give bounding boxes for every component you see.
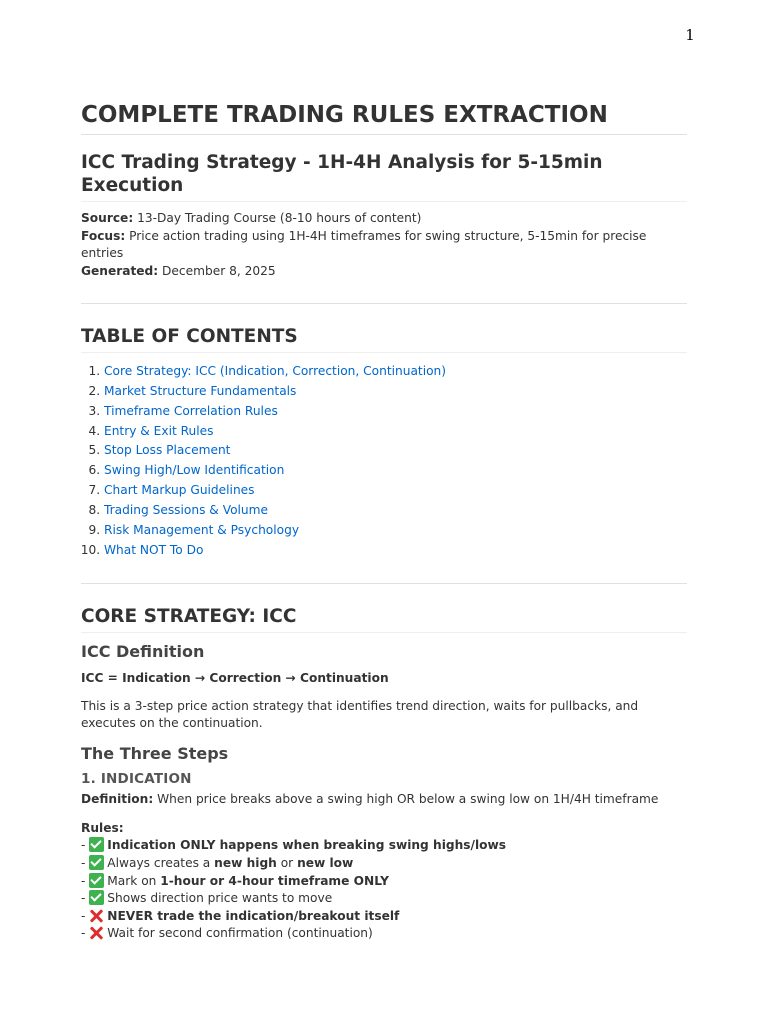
toc-list bbox=[81, 362, 687, 561]
rule-item bbox=[81, 890, 687, 908]
rule-text: Shows direction price wants to move bbox=[107, 891, 333, 906]
meta-source-label: Source: bbox=[81, 211, 134, 225]
meta-generated-value: December 8, 2025 bbox=[162, 264, 276, 279]
rule-emphasis: new high bbox=[214, 855, 277, 870]
indication-definition bbox=[81, 791, 687, 809]
rule-text: or bbox=[276, 855, 298, 870]
rules-label bbox=[81, 820, 687, 838]
meta-focus-label: Focus: bbox=[81, 228, 126, 243]
meta-focus bbox=[81, 228, 687, 263]
toc-link-core-strategy[interactable]: Core Strategy: ICC (Indication, Correction, Continuation) bbox=[104, 363, 447, 378]
toc-link-trading-sessions[interactable]: Trading Sessions & Volume bbox=[104, 503, 269, 518]
rule-item bbox=[81, 837, 687, 855]
rule-text: Indication ONLY happens when breaking swing highs/lows bbox=[107, 838, 507, 853]
step-indication-heading: 1. INDICATION bbox=[81, 770, 192, 787]
toc-item bbox=[104, 422, 687, 442]
toc-item bbox=[104, 382, 687, 402]
toc-link-swing-identification[interactable]: Swing High/Low Identification bbox=[104, 463, 285, 478]
rule-text: NEVER trade the indication/breakout itself bbox=[107, 908, 400, 923]
section-divider bbox=[81, 583, 687, 584]
toc-item bbox=[104, 501, 687, 521]
document-meta bbox=[81, 210, 687, 281]
rule-text: Always creates a bbox=[107, 855, 215, 870]
cross-icon bbox=[89, 925, 104, 940]
rule-item bbox=[81, 855, 687, 873]
document-title: COMPLETE TRADING RULES EXTRACTION bbox=[81, 100, 687, 135]
rule-dash: - bbox=[81, 908, 90, 923]
check-icon bbox=[89, 873, 104, 888]
meta-generated bbox=[81, 263, 687, 281]
meta-focus-value: Price action trading using 1H-4H timeframes for swing structure, 5-15min for precise entries bbox=[81, 228, 647, 261]
rule-item bbox=[81, 925, 687, 943]
document-subtitle: ICC Trading Strategy - 1H-4H Analysis for 5-15min Execution bbox=[81, 151, 687, 202]
rule-dash: - bbox=[81, 891, 90, 906]
meta-generated-label: Generated: bbox=[81, 264, 159, 279]
rule-text: Wait for second confirmation (continuation) bbox=[107, 926, 373, 941]
rules-list bbox=[81, 837, 687, 943]
toc-link-entry-exit[interactable]: Entry & Exit Rules bbox=[104, 423, 214, 438]
check-icon bbox=[89, 855, 104, 870]
toc-item bbox=[104, 461, 687, 481]
rule-item bbox=[81, 873, 687, 891]
meta-source bbox=[81, 210, 687, 228]
toc-link-market-structure[interactable]: Market Structure Fundamentals bbox=[104, 383, 297, 398]
definition-text: When price breaks above a swing high OR below a swing low on 1H/4H timeframe bbox=[157, 791, 659, 806]
toc-link-risk-management[interactable]: Risk Management & Psychology bbox=[104, 523, 300, 538]
toc-item bbox=[104, 402, 687, 422]
rule-dash: - bbox=[81, 873, 90, 888]
toc-item bbox=[104, 362, 687, 382]
rule-dash: - bbox=[81, 838, 90, 853]
toc-heading: TABLE OF CONTENTS bbox=[81, 324, 687, 353]
toc-item bbox=[104, 481, 687, 501]
rule-emphasis: 1-hour or 4-hour timeframe ONLY bbox=[160, 873, 389, 888]
rule-text: Mark on bbox=[107, 873, 161, 888]
toc-item bbox=[104, 541, 687, 561]
three-steps-heading: The Three Steps bbox=[81, 743, 229, 763]
toc-link-stop-loss[interactable]: Stop Loss Placement bbox=[104, 443, 231, 458]
icc-formula: ICC = Indication → Correction → Continuation bbox=[81, 670, 389, 685]
core-strategy-heading: CORE STRATEGY: ICC bbox=[81, 604, 687, 633]
toc-link-what-not-to-do[interactable]: What NOT To Do bbox=[104, 542, 204, 557]
rule-dash: - bbox=[81, 926, 90, 941]
rule-item bbox=[81, 908, 687, 926]
cross-icon bbox=[89, 908, 104, 923]
page-number: 1 bbox=[685, 26, 695, 44]
definition-label: Definition: bbox=[81, 791, 154, 806]
check-icon bbox=[89, 837, 104, 852]
toc-link-timeframe-correlation[interactable]: Timeframe Correlation Rules bbox=[104, 403, 278, 418]
check-icon bbox=[89, 890, 104, 905]
document-body bbox=[81, 100, 687, 943]
meta-source-value: 13-Day Trading Course (8-10 hours of content) bbox=[137, 211, 422, 225]
icc-definition-heading: ICC Definition bbox=[81, 641, 205, 661]
rule-dash: - bbox=[81, 855, 90, 870]
rule-emphasis: new low bbox=[297, 855, 354, 870]
toc-link-chart-markup[interactable]: Chart Markup Guidelines bbox=[104, 483, 255, 498]
toc-item bbox=[104, 441, 687, 461]
section-divider bbox=[81, 303, 687, 304]
icc-description: This is a 3-step price action strategy that identifies trend direction, waits for pullbacks, and executes on the continuation. bbox=[81, 698, 639, 731]
rules-label-text: Rules: bbox=[81, 820, 124, 835]
toc-item bbox=[104, 521, 687, 541]
